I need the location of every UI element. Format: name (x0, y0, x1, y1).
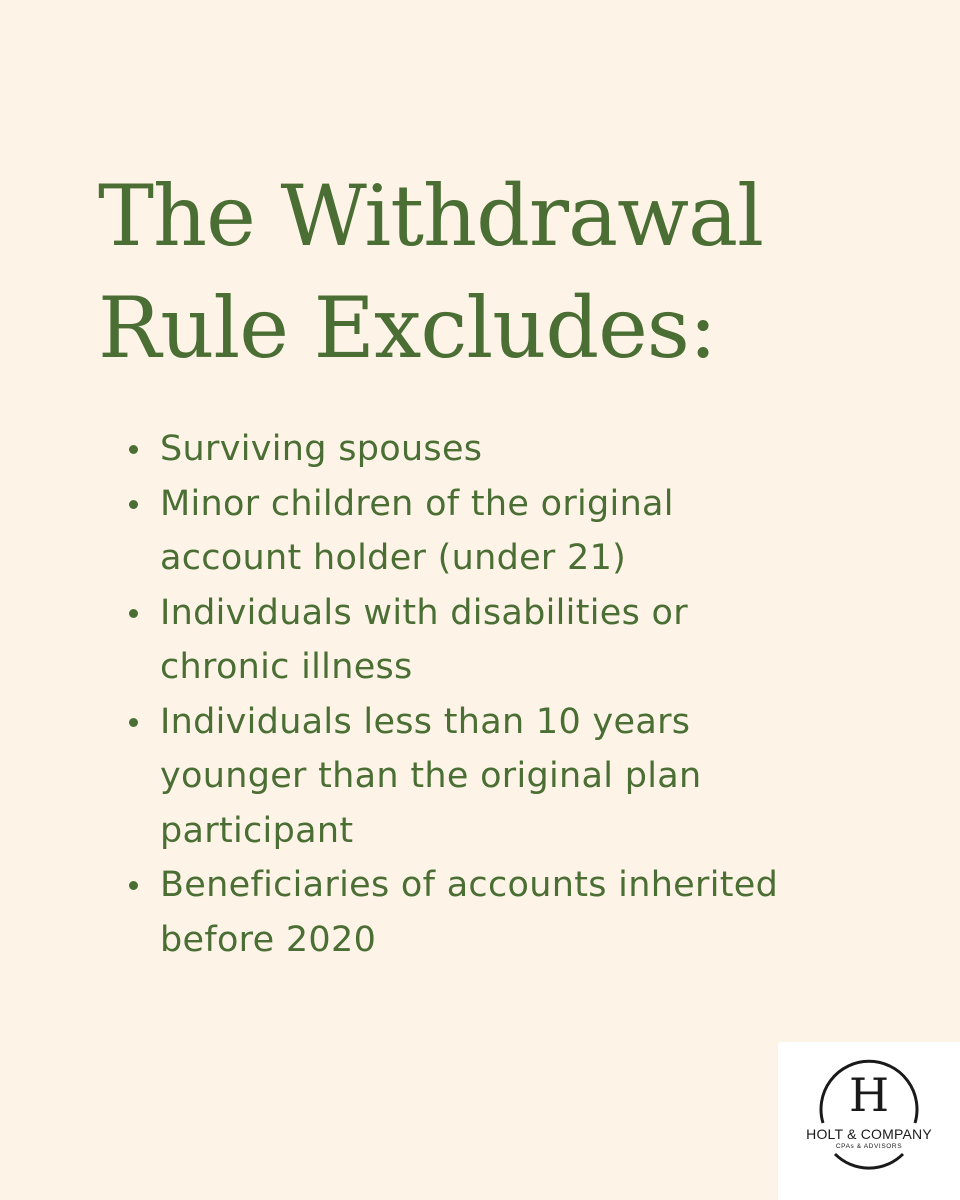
bullet-icon (129, 445, 138, 454)
logo-company-name: HOLT & COMPANY (806, 1126, 932, 1142)
list-item-line: participant (160, 810, 354, 851)
title-line-2: Rule Excludes: (98, 279, 717, 377)
list-item-line: Minor children of the original (160, 483, 674, 524)
list-item (125, 586, 825, 695)
list-item (125, 477, 825, 586)
page-title (98, 160, 763, 384)
list-item-line: Beneficiaries of accounts inherited (160, 865, 779, 905)
list-item (125, 695, 825, 859)
bullet-icon (129, 718, 138, 727)
list-item-line: Individuals with disabilities or (160, 592, 688, 633)
list-item (125, 422, 825, 477)
list-item-line: before 2020 (160, 919, 377, 960)
bullet-icon (129, 881, 138, 890)
list-item-line: Surviving spouses (160, 429, 483, 469)
logo-letter: H (848, 1068, 890, 1122)
list-item (125, 858, 825, 967)
list-item-line: account holder (under 21) (160, 538, 627, 578)
list-item-line: chronic illness (160, 647, 413, 687)
logo-subtitle: CPAs & ADVISORS (835, 1143, 903, 1150)
company-logo (778, 1042, 960, 1200)
list-item-line: Individuals less than 10 years (160, 701, 691, 742)
bullet-icon (129, 500, 138, 509)
list-item-line: younger than the original plan (160, 756, 702, 796)
exclusions-list (125, 422, 825, 967)
title-line-1: The Withdrawal (98, 167, 763, 265)
bullet-icon (129, 609, 138, 618)
